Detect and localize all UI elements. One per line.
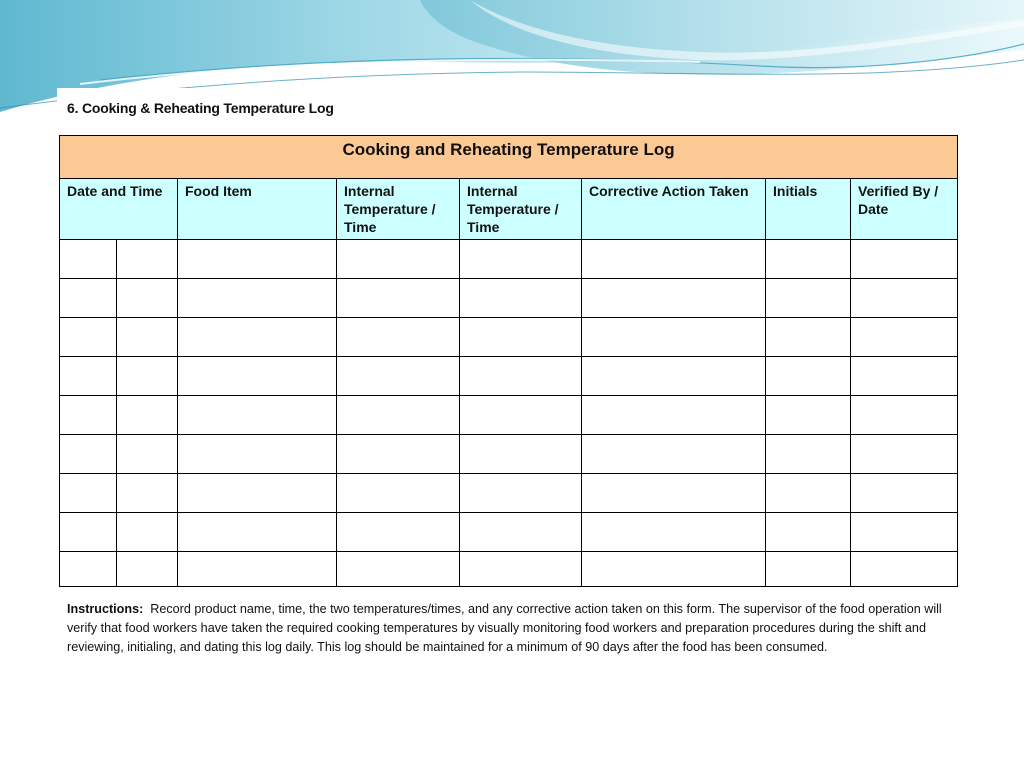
cell-verified[interactable] bbox=[851, 552, 958, 587]
instructions-paragraph bbox=[67, 600, 957, 657]
cell-temp-2[interactable] bbox=[460, 279, 582, 318]
cell-temp-1[interactable] bbox=[337, 279, 460, 318]
cell-food-item[interactable] bbox=[178, 318, 337, 357]
cell-temp-2[interactable] bbox=[460, 357, 582, 396]
temperature-log-table bbox=[59, 135, 958, 587]
cell-temp-1[interactable] bbox=[337, 396, 460, 435]
cell-verified[interactable] bbox=[851, 279, 958, 318]
cell-time[interactable] bbox=[117, 513, 178, 552]
cell-temp-2[interactable] bbox=[460, 474, 582, 513]
column-header-verified-by: Verified By / Date bbox=[851, 179, 958, 240]
cell-temp-2[interactable] bbox=[460, 396, 582, 435]
cell-initials[interactable] bbox=[766, 435, 851, 474]
table-row bbox=[60, 474, 958, 513]
cell-corrective-action[interactable] bbox=[582, 279, 766, 318]
cell-date[interactable] bbox=[60, 396, 117, 435]
cell-temp-1[interactable] bbox=[337, 435, 460, 474]
cell-initials[interactable] bbox=[766, 552, 851, 587]
cell-food-item[interactable] bbox=[178, 435, 337, 474]
cell-date[interactable] bbox=[60, 435, 117, 474]
table-row bbox=[60, 435, 958, 474]
cell-verified[interactable] bbox=[851, 318, 958, 357]
table-row bbox=[60, 513, 958, 552]
column-header-internal-temp-1: Internal Temperature / Time bbox=[337, 179, 460, 240]
cell-verified[interactable] bbox=[851, 396, 958, 435]
cell-temp-1[interactable] bbox=[337, 552, 460, 587]
cell-food-item[interactable] bbox=[178, 513, 337, 552]
cell-initials[interactable] bbox=[766, 318, 851, 357]
log-entries bbox=[60, 240, 958, 587]
cell-initials[interactable] bbox=[766, 240, 851, 279]
cell-initials[interactable] bbox=[766, 474, 851, 513]
column-header-corrective-action: Corrective Action Taken bbox=[582, 179, 766, 240]
table-row bbox=[60, 318, 958, 357]
cell-temp-1[interactable] bbox=[337, 240, 460, 279]
cell-temp-1[interactable] bbox=[337, 513, 460, 552]
cell-food-item[interactable] bbox=[178, 396, 337, 435]
cell-food-item[interactable] bbox=[178, 552, 337, 587]
cell-temp-2[interactable] bbox=[460, 318, 582, 357]
cell-date[interactable] bbox=[60, 552, 117, 587]
cell-temp-2[interactable] bbox=[460, 435, 582, 474]
cell-time[interactable] bbox=[117, 435, 178, 474]
cell-corrective-action[interactable] bbox=[582, 396, 766, 435]
cell-verified[interactable] bbox=[851, 435, 958, 474]
cell-verified[interactable] bbox=[851, 240, 958, 279]
cell-initials[interactable] bbox=[766, 279, 851, 318]
cell-temp-2[interactable] bbox=[460, 513, 582, 552]
cell-time[interactable] bbox=[117, 552, 178, 587]
cell-corrective-action[interactable] bbox=[582, 552, 766, 587]
cell-verified[interactable] bbox=[851, 474, 958, 513]
cell-corrective-action[interactable] bbox=[582, 357, 766, 396]
cell-time[interactable] bbox=[117, 240, 178, 279]
cell-temp-1[interactable] bbox=[337, 474, 460, 513]
cell-date[interactable] bbox=[60, 513, 117, 552]
column-header-initials: Initials bbox=[766, 179, 851, 240]
cell-time[interactable] bbox=[117, 318, 178, 357]
cell-initials[interactable] bbox=[766, 396, 851, 435]
cell-corrective-action[interactable] bbox=[582, 435, 766, 474]
cell-food-item[interactable] bbox=[178, 357, 337, 396]
cell-initials[interactable] bbox=[766, 513, 851, 552]
cell-date[interactable] bbox=[60, 318, 117, 357]
column-header-date-time: Date and Time bbox=[60, 179, 178, 240]
cell-corrective-action[interactable] bbox=[582, 513, 766, 552]
cell-date[interactable] bbox=[60, 279, 117, 318]
cell-corrective-action[interactable] bbox=[582, 318, 766, 357]
column-header-internal-temp-2: Internal Temperature / Time bbox=[460, 179, 582, 240]
cell-date[interactable] bbox=[60, 474, 117, 513]
cell-verified[interactable] bbox=[851, 357, 958, 396]
cell-initials[interactable] bbox=[766, 357, 851, 396]
cell-food-item[interactable] bbox=[178, 474, 337, 513]
table-row bbox=[60, 357, 958, 396]
cell-corrective-action[interactable] bbox=[582, 474, 766, 513]
cell-temp-1[interactable] bbox=[337, 318, 460, 357]
cell-time[interactable] bbox=[117, 396, 178, 435]
cell-date[interactable] bbox=[60, 357, 117, 396]
cell-temp-2[interactable] bbox=[460, 552, 582, 587]
cell-temp-1[interactable] bbox=[337, 357, 460, 396]
cell-temp-2[interactable] bbox=[460, 240, 582, 279]
instructions-text: Record product name, time, the two temperatures/times, and any corrective action taken on this form. The supervisor of the food operation will verify that food workers have taken the required cooking temperatures by visually monitoring food workers and preparation procedures during the shift and reviewing, initialing, and dating this log daily. This log should be maintained for a minimum of 90 days after the food has been consumed. bbox=[67, 602, 942, 654]
cell-time[interactable] bbox=[117, 357, 178, 396]
table-row bbox=[60, 240, 958, 279]
cell-verified[interactable] bbox=[851, 513, 958, 552]
cell-time[interactable] bbox=[117, 279, 178, 318]
cell-date[interactable] bbox=[60, 240, 117, 279]
table-row bbox=[60, 279, 958, 318]
table-title: Cooking and Reheating Temperature Log bbox=[60, 136, 958, 179]
section-title: 6. Cooking & Reheating Temperature Log bbox=[67, 100, 334, 116]
instructions-label: Instructions: bbox=[67, 602, 144, 616]
cell-time[interactable] bbox=[117, 474, 178, 513]
cell-corrective-action[interactable] bbox=[582, 240, 766, 279]
cell-food-item[interactable] bbox=[178, 240, 337, 279]
cell-food-item[interactable] bbox=[178, 279, 337, 318]
table-row bbox=[60, 396, 958, 435]
column-header-food-item: Food Item bbox=[178, 179, 337, 240]
table-row bbox=[60, 552, 958, 587]
